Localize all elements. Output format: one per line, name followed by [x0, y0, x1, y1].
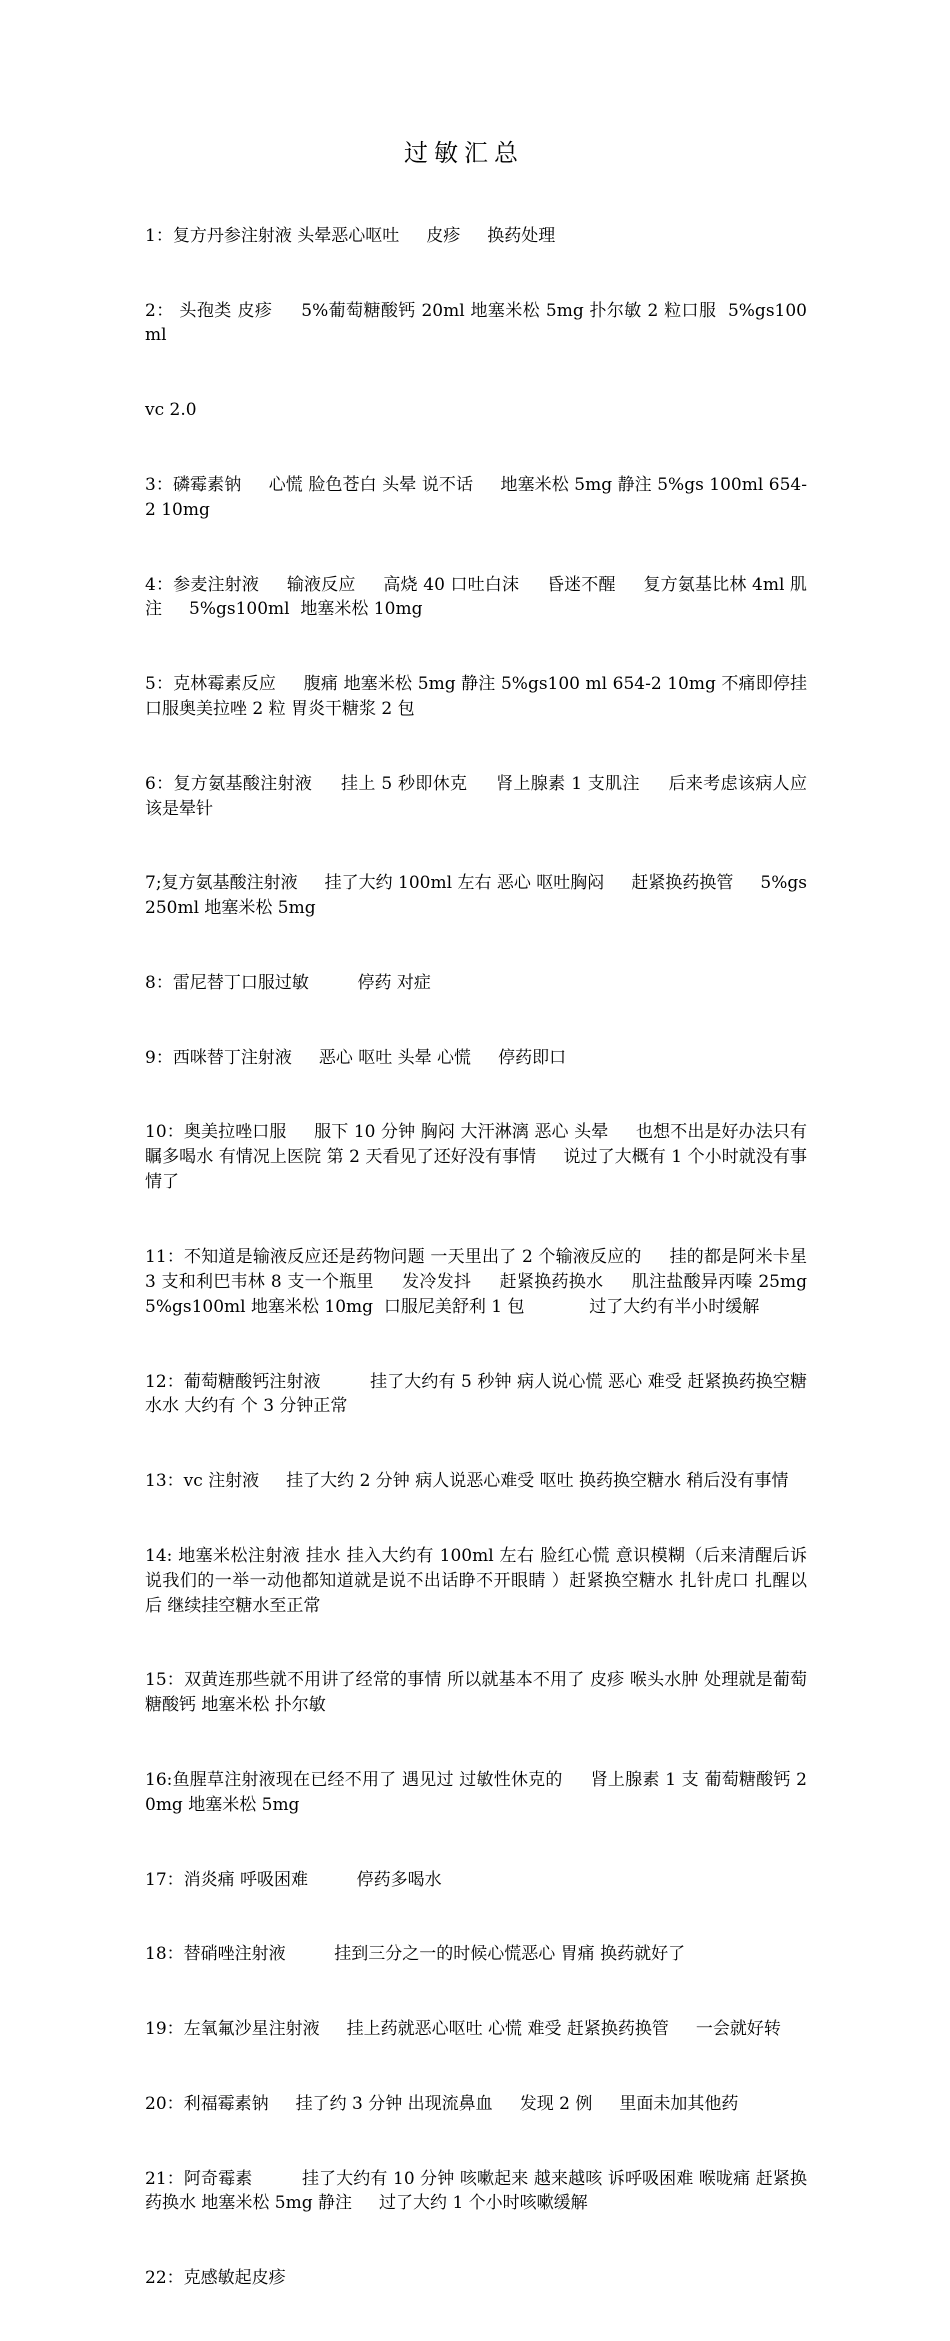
list-item: 15：双黄连那些就不用讲了经常的事情 所以就基本不用了 皮疹 喉头水肿 处理就是葡萄糖酸钙 地塞米松 扑尔敏 — [145, 1670, 807, 1716]
list-item: 7;复方氨基酸注射液 挂了大约 100ml 左右 恶心 呕吐胸闷 赶紧换药换管 5%gs250ml 地塞米松 5mg — [145, 873, 807, 919]
list-item: 17：消炎痛 呼吸困难 停药多喝水 — [145, 1869, 442, 1890]
list-item: 12：葡萄糖酸钙注射液 挂了大约有 5 秒钟 病人说心慌 恶心 难受 赶紧换药换空糖水水 大约有 个 3 分钟正常 — [145, 1371, 807, 1417]
list-item: 4：参麦注射液 输液反应 高烧 40 口吐白沫 昏迷不醒 复方氨基比林 4ml 肌注 5%gs100ml 地塞米松 10mg — [145, 574, 807, 620]
list-item: 11：不知道是输液反应还是药物问题 一天里出了 2 个输液反应的 挂的都是阿米卡星 3 支和利巴韦林 8 支一个瓶里 发冷发抖 赶紧换药换水 肌注盐酸异丙嗪 25mg 5%gs100ml 地塞米松 10mg 口服尼美舒利 1 包 过了大约有半小时缓解 — [145, 1246, 813, 1317]
list-item: 13：vc 注射液 挂了大约 2 分钟 病人说恶心难受 呕吐 换药换空糖水 稍后没有事情 — [145, 1471, 789, 1492]
list-item: 9：西咪替丁注射液 恶心 呕吐 头晕 心慌 停药即口 — [145, 1047, 567, 1068]
document-title: 过敏汇总 — [404, 139, 524, 167]
list-item: 21：阿奇霉素 挂了大约有 10 分钟 咳嗽起来 越来越咳 诉呼吸困难 喉咙痛 赶紧换药换水 地塞米松 5mg 静注 过了大约 1 个小时咳嗽缓解 — [145, 2168, 807, 2214]
document-body — [145, 174, 835, 2341]
list-item: 19：左氧氟沙星注射液 挂上药就恶心呕吐 心慌 难受 赶紧换药换管 一会就好转 — [145, 2019, 781, 2040]
list-item: 18：替硝唑注射液 挂到三分之一的时候心慌恶心 胃痛 换药就好了 — [145, 1944, 686, 1965]
list-item: 3：磷霉素钠 心慌 脸色苍白 头晕 说不话 地塞米松 5mg 静注 5%gs 100ml 654-2 10mg — [145, 474, 807, 520]
list-item: 16:鱼腥草注射液现在已经不用了 遇见过 过敏性休克的 肾上腺素 1 支 葡萄糖酸钙 20mg 地塞米松 5mg — [145, 1770, 807, 1815]
list-item: 8：雷尼替丁口服过敏 停药 对症 — [145, 973, 431, 993]
list-item: 10：奥美拉唑口服 服下 10 分钟 胸闷 大汗淋漓 恶心 头晕 也想不出是好办法只有瞩多喝水 有情况上医院 第 2 天看见了还好没有事情 说过了大概有 1 个小时就没有事情了 — [145, 1122, 807, 1193]
list-item: vc 2.0 — [145, 400, 197, 421]
list-item: 6：复方氨基酸注射液 挂上 5 秒即休克 肾上腺素 1 支肌注 后来考虑该病人应该是晕针 — [145, 773, 807, 819]
list-item: 2： 头孢类 皮疹 5%葡萄糖酸钙 20ml 地塞米松 5mg 扑尔敏 2 粒口服 5%gs100ml — [145, 300, 807, 346]
list-item: 14: 地塞米松注射液 挂水 挂入大约有 100ml 左右 脸红心慌 意识模糊（后来清醒后诉说我们的一举一动他都知道就是说不出话睁不开眼睛 ）赶紧换空糖水 扎针虎口 扎醒以后 继续挂空糖水至正常 — [145, 1545, 807, 1616]
list-item: 22：克感敏起皮疹 — [145, 2268, 286, 2289]
list-item: 5：克林霉素反应 腹痛 地塞米松 5mg 静注 5%gs100 ml 654-2 10mg 不痛即停挂 口服奥美拉唑 2 粒 胃炎干糖浆 2 包 — [145, 674, 835, 720]
list-item: 1：复方丹参注射液 头晕恶心呕吐 皮疹 换药处理 — [145, 225, 556, 246]
list-item: 20：利福霉素钠 挂了约 3 分钟 出现流鼻血 发现 2 例 里面未加其他药 — [145, 2093, 739, 2114]
